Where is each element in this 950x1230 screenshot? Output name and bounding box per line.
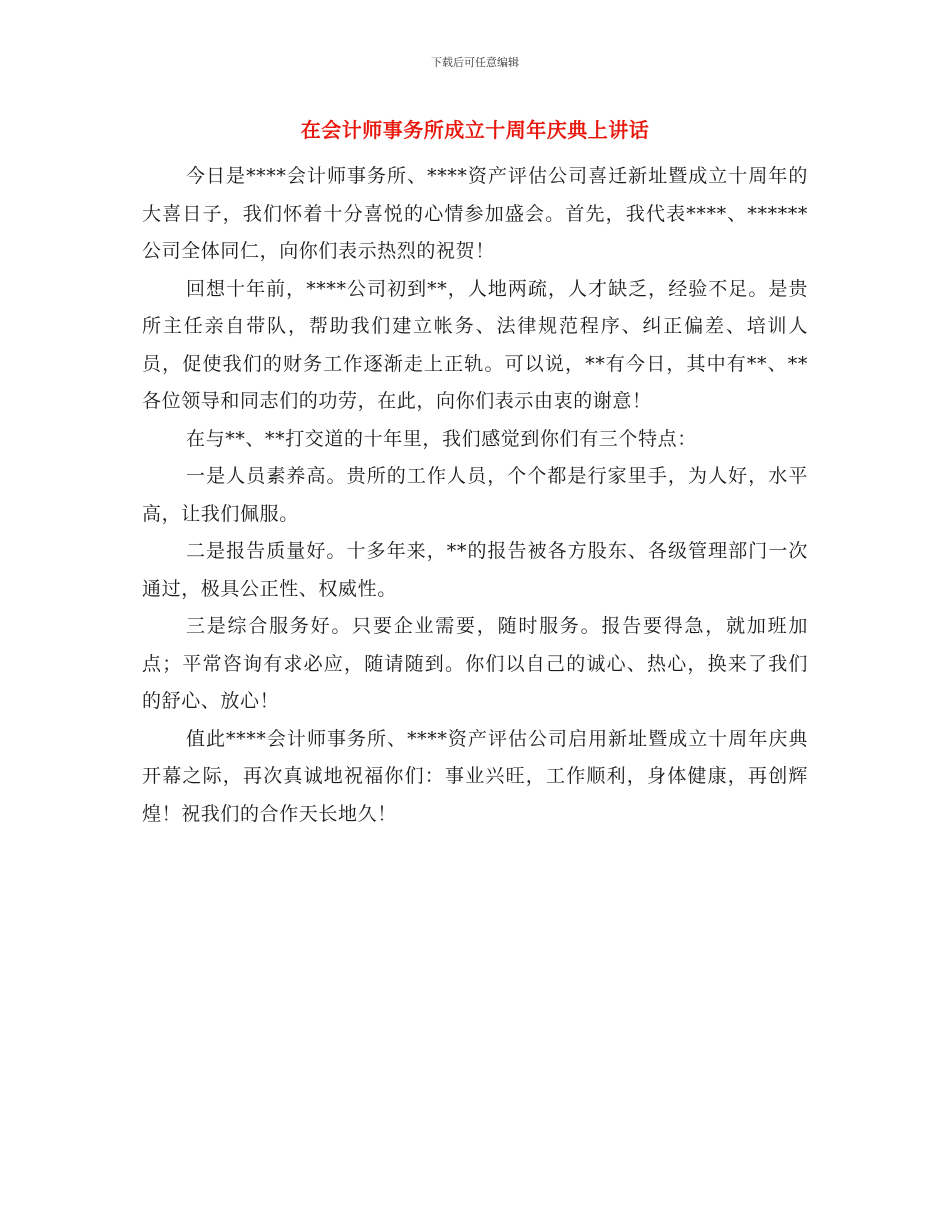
paragraph: 今日是****会计师事务所、****资产评估公司喜迁新址暨成立十周年的大喜日子，我们怀着十分喜悦的心情参加盛会。首先，我代表****、******公司全体同仁，向你们表示热烈的祝贺！ [142, 165, 808, 262]
paragraph: 一是人员素养高。贵所的工作人员，个个都是行家里手，为人好，水平高，让我们佩服。 [142, 465, 808, 525]
paragraph: 三是综合服务好。只要企业需要，随时服务。报告要得急，就加班加点；平常咨询有求必应，随请随到。你们以自己的诚心、热心，换来了我们的舒心、放心！ [142, 615, 808, 712]
document-title: 在会计师事务所成立十周年庆典上讲话 [300, 118, 650, 142]
paragraph: 二是报告质量好。十多年来，**的报告被各方股东、各级管理部门一次通过，极具公正性、权威性。 [142, 540, 808, 600]
paragraph: 回想十年前，****公司初到**，人地两疏，人才缺乏，经验不足。是贵所主任亲自带队，帮助我们建立帐务、法律规范程序、纠正偏差、培训人员，促使我们的财务工作逐渐走上正轨。可以说，**有今日，其中有**、**各位领导和同志们的功劳，在此，向你们表示由衷的谢意！ [142, 277, 808, 412]
paragraph: 值此****会计师事务所、****资产评估公司启用新址暨成立十周年庆典开幕之际，再次真诚地祝福你们：事业兴旺，工作顺利，身体健康，再创辉煌！祝我们的合作天长地久！ [142, 727, 808, 825]
header-note: 下载后可任意编辑 [431, 56, 519, 69]
document-body [142, 158, 808, 833]
paragraph: 在与**、**打交道的十年里，我们感觉到你们有三个特点： [186, 427, 697, 450]
